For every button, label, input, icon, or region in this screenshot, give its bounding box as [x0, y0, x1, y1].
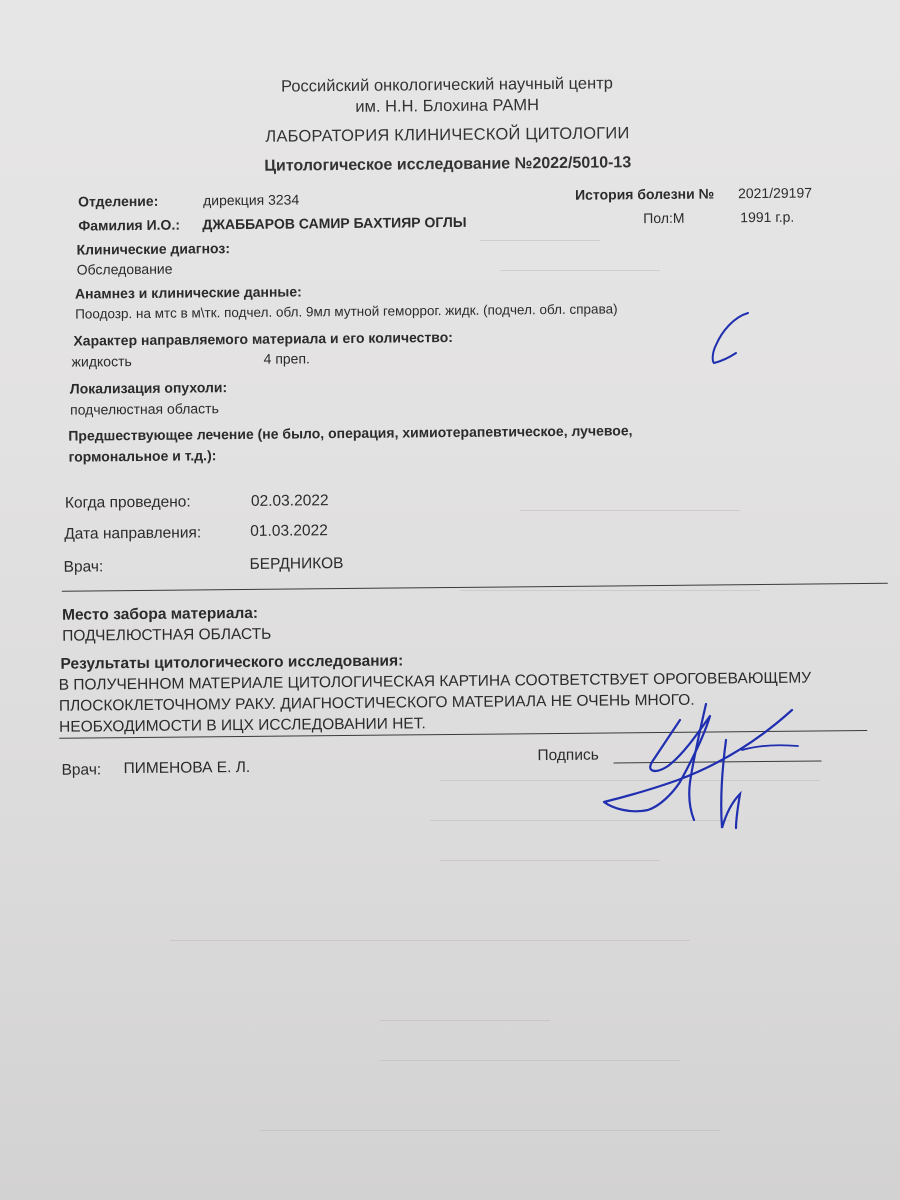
treatment-label-line-2: гормональное и т.д.):: [68, 447, 217, 465]
performed-label: Когда проведено:: [64, 493, 191, 512]
sex-value: Пол:М: [643, 209, 685, 227]
localization-value: подчелюстная область: [69, 400, 219, 418]
material-count: 4 преп.: [263, 350, 310, 367]
doctor-value: БЕРДНИКОВ: [249, 555, 344, 573]
diagnosis-value: Обследование: [76, 260, 173, 278]
institution-line-1: Российский онкологический научный центр: [280, 74, 613, 96]
localization-label: Локализация опухоли:: [69, 379, 228, 397]
results-line-1: В ПОЛУЧЕННОМ МАТЕРИАЛЕ ЦИТОЛОГИЧЕСКАЯ КАРТИНА СООТВЕТСТВУЕТ ОРОГОВЕВАЮЩЕМУ: [58, 669, 812, 694]
treatment-label-line-1: Предшествующее лечение (не было, операция, химиотерапевтическое, лучевое,: [68, 422, 633, 444]
department-label: Отделение:: [78, 192, 159, 210]
site-label: Место забора материала:: [61, 604, 259, 624]
department-value: дирекция 3234: [202, 191, 300, 209]
anamnesis-label: Анамнез и клинические данные:: [74, 283, 302, 302]
birth-year: 1991 г.р.: [740, 208, 795, 226]
results-label: Результаты цитологического исследования:: [60, 652, 404, 673]
institution-line-2: им. Н.Н. Блохина РАМН: [355, 96, 540, 116]
material-label: Характер направляемого материала и его количество:: [73, 328, 453, 349]
result-doctor-label: Врач:: [61, 761, 102, 779]
signature-icon: [560, 690, 820, 850]
diagnosis-label: Клинические диагноз:: [76, 240, 231, 258]
referral-label: Дата направления:: [64, 524, 202, 543]
patient-name: ДЖАББАРОВ САМИР БАХТИЯР ОГЛЫ: [202, 213, 467, 233]
results-line-3: НЕОБХОДИМОСТИ В ИЦХ ИССЛЕДОВАНИИ НЕТ.: [59, 715, 426, 736]
anamnesis-value: Поодозр. на мтс в м\тк. подчел. обл. 9мл мутной геморрог. жидк. (подчел. обл. справа): [75, 301, 618, 322]
results-line-2: ПЛОСКОКЛЕТОЧНОМУ РАКУ. ДИАГНОСТИЧЕСКОГО МАТЕРИАЛА НЕ ОЧЕНЬ МНОГО.: [58, 691, 695, 715]
history-label: История болезни №: [574, 185, 715, 203]
referral-value: 01.03.2022: [250, 522, 328, 540]
doctor-label: Врач:: [63, 558, 104, 576]
material-value: жидкость: [71, 353, 132, 370]
name-label: Фамилия И.О.:: [78, 216, 181, 234]
site-value: ПОДЧЕЛЮСТНАЯ ОБЛАСТЬ: [62, 625, 272, 645]
study-title: Цитологическое исследование №2022/5010-13: [264, 154, 632, 175]
history-value: 2021/29197: [737, 184, 813, 202]
signature-label: Подпись: [537, 746, 599, 765]
section-divider: [62, 583, 888, 592]
laboratory-title: ЛАБОРАТОРИЯ КЛИНИЧЕСКОЙ ЦИТОЛОГИИ: [265, 124, 630, 146]
result-doctor-value: ПИМЕНОВА Е. Л.: [123, 758, 251, 778]
handwritten-check-icon: [700, 305, 760, 375]
performed-value: 02.03.2022: [250, 492, 329, 510]
